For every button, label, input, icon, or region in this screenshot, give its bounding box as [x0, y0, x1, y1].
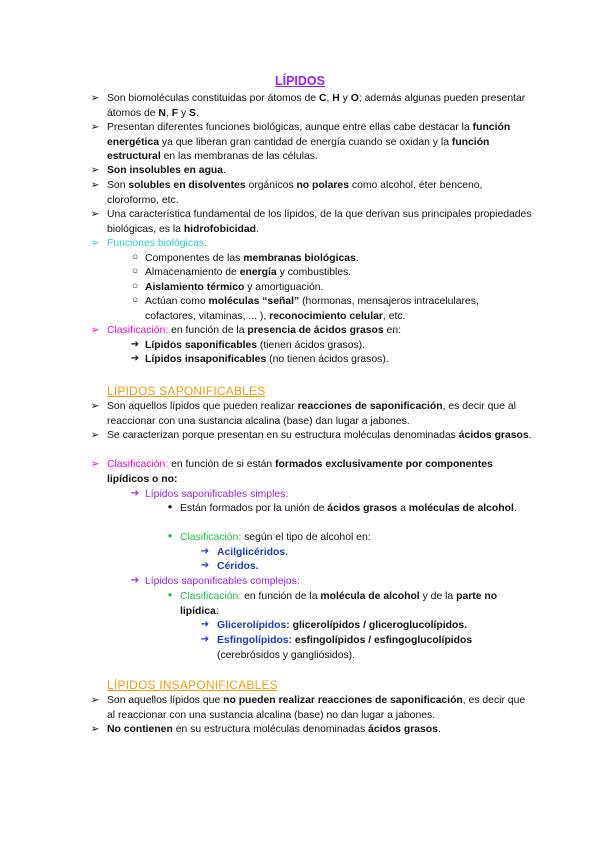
arrow-marker: ➔ [200, 560, 210, 571]
funciones-heading: Funciones biológicas: [107, 238, 207, 249]
funcion-item-3: Aislamiento térmico y amortiguación. [145, 282, 324, 293]
complejos-item-2: Esfingolípidos: esfingolípidos / esfingoglucolípidos (cerebrósidos y gangliósidos). [217, 635, 473, 661]
simples-clasificacion: Clasificación: según el tipo de alcohol en: [180, 532, 371, 543]
bullet-marker: ➢ [90, 459, 100, 470]
section-heading-saponificables: LÍPIDOS SAPONIFICABLES [107, 384, 266, 398]
intro-bullet-5: Una característica fundamental de los lípidos, de la que derivan sus principales propiedades biológicas, es la hidrofobicidad. [107, 209, 532, 235]
dot-marker: ● [167, 531, 173, 540]
clasif-item-1: Lípidos saponificables (tienen ácidos grasos). [145, 340, 366, 351]
sap-bullet-1: Son aquellos lípidos que pueden realizar reacciones de saponificación, es decir que al reaccionar con una sustancia alcalina (base) dan lugar a jabones. [107, 401, 516, 427]
sap-clasificacion-line: Clasificación: en función de si están formados exclusivamente por componentes lipídicos o no: [107, 459, 493, 485]
simples-item-2: Céridos. [217, 561, 259, 572]
page-title: LÍPIDOS [274, 74, 325, 88]
simples-detail-1: Están formados por la unión de ácidos grasos a moléculas de alcohol. [180, 503, 517, 514]
bullet-marker: ➢ [90, 93, 100, 104]
bullet-marker: ➢ [90, 695, 100, 706]
circle-marker: ○ [131, 266, 139, 277]
arrow-marker: ➔ [130, 353, 140, 364]
bullet-marker: ➢ [90, 238, 100, 249]
simples-item-1: Acilglicéridos. [217, 547, 289, 558]
insap-bullet-1: Son aquellos lípidos que no pueden realizar reacciones de saponificación, es decir que al reaccionar con una sustancia alcalina (base) no dan lugar a jabones. [107, 695, 526, 721]
clasificacion-line: Clasificación: en función de la presencia de ácidos grasos en: [107, 325, 402, 336]
complejos-heading: Lípidos saponificables complejos: [145, 576, 300, 587]
bullet-marker: ➢ [90, 325, 100, 336]
intro-bullet-4: Son solubles en disolventes orgánicos no polares como alcohol, éter benceno, cloroformo, etc. [107, 180, 483, 206]
bullet-marker: ➢ [90, 209, 100, 220]
intro-bullet-3: Son insolubles en agua. [107, 165, 226, 176]
arrow-marker: ➔ [200, 634, 210, 645]
simples-heading: Lípidos saponificables simples: [145, 489, 289, 500]
dot-marker: ● [167, 590, 173, 599]
clasif-item-2: Lípidos insaponificables (no tienen ácidos grasos). [145, 354, 389, 365]
bullet-marker: ➢ [90, 165, 100, 176]
arrow-marker: ➔ [200, 546, 210, 557]
arrow-marker: ➔ [200, 619, 210, 630]
intro-bullet-2: Presentan diferentes funciones biológicas, aunque entre ellas cabe destacar la función energética ya que liberan gran cantidad de energía cuando se oxidan y la función estructural en las membranas de las células. [107, 122, 511, 163]
complejos-item-1: Glicerolípidos: glicerolípidos / gliceroglucolípidos. [217, 620, 467, 631]
arrow-marker: ➔ [130, 339, 140, 350]
bullet-marker: ➢ [90, 401, 100, 412]
insap-bullet-2: No contienen en su estructura moléculas denominadas ácidos grasos. [107, 724, 441, 735]
arrow-marker: ➔ [130, 575, 140, 586]
bullet-marker: ➢ [90, 122, 100, 133]
section-heading-insaponificables: LÍPIDOS INSAPONIFICABLES [107, 678, 278, 692]
complejos-clasificacion: Clasificación: en función de la molécula de alcohol y de la parte no lipídica: [180, 591, 498, 617]
circle-marker: ○ [131, 295, 139, 306]
intro-bullet-1: Son biomoléculas constituidas por átomos de C, H y O; además algunas pueden presentar átomos de N, F y S. [107, 93, 526, 119]
bullet-marker: ➢ [90, 180, 100, 191]
circle-marker: ○ [131, 281, 139, 292]
dot-marker: ● [167, 502, 173, 511]
bullet-marker: ➢ [90, 724, 100, 735]
arrow-marker: ➔ [130, 488, 140, 499]
funcion-item-2: Almacenamiento de energía y combustibles. [145, 267, 352, 278]
funcion-item-1: Componentes de las membranas biológicas. [145, 253, 359, 264]
bullet-marker: ➢ [90, 430, 100, 441]
sap-bullet-2: Se caracterizan porque presentan en su estructura moléculas denominadas ácidos grasos. [107, 430, 532, 441]
funcion-item-4: Actúan como moléculas “señal” (hormonas, mensajeros intracelulares, cofactores, vitaminas, ... ), reconocimiento celular, etc. [145, 296, 479, 322]
circle-marker: ○ [131, 252, 139, 263]
